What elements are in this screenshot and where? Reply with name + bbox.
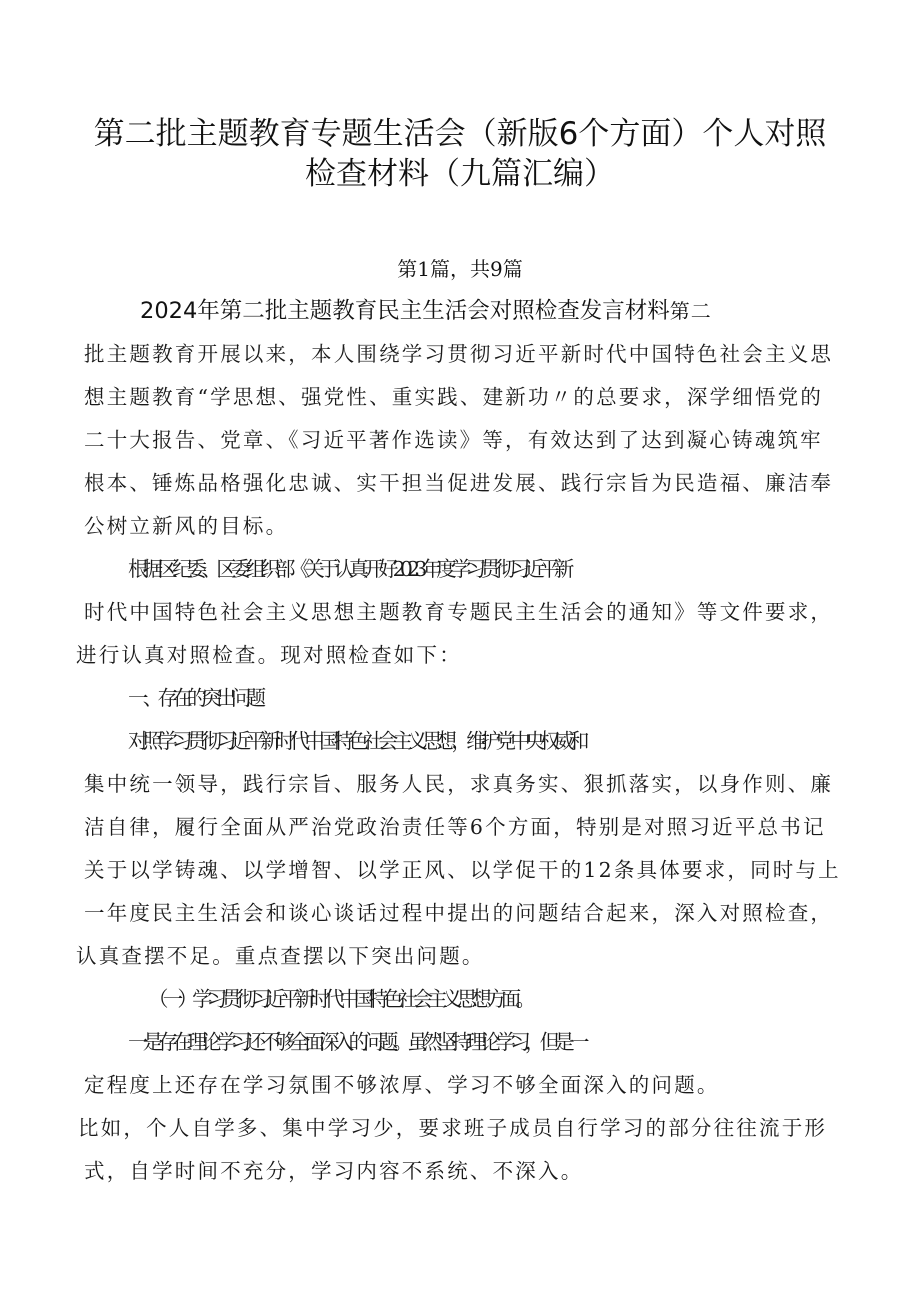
body-line: 进行认真对照检查。现对照检查如下： bbox=[76, 643, 462, 667]
body-line: 定程度上还存在学习氛围不够浓厚、学习不够全面深入的问题。 bbox=[84, 1073, 720, 1097]
body-line: 一年度民主生活会和谈心谈话过程中提出的问题结合起来，深入对照检查， bbox=[84, 901, 834, 925]
section-heading bbox=[140, 296, 712, 326]
document-title-line-1: 第二批主题教育专题生活会（新版6个方面）个人对照 bbox=[93, 116, 827, 152]
body-line: 集中统一领导，践行宗旨、服务人民，求真务实、狠抓落实，以身作则、廉 bbox=[84, 772, 834, 796]
body-line: 批主题教育开展以来，本人围绕学习贯彻习近平新时代中国特色社会主义思 bbox=[84, 342, 834, 366]
body-line: 二十大报告、党章、《习近平著作选读》等，有效达到了达到凝心铸魂筑牢 bbox=[84, 428, 823, 452]
body-line: 关于以学铸魂、以学增智、以学正风、以学促干的12条具体要求，同时与上 bbox=[84, 858, 841, 882]
body-line: 公树立新风的目标。 bbox=[84, 514, 289, 538]
body-line: 比如，个人自学多、集中学习少，要求班子成员自行学习的部分往往流于形 bbox=[78, 1116, 828, 1140]
body-line: 洁自律，履行全面从严治党政治责任等6个方面，特别是对照习近平总书记 bbox=[84, 815, 826, 839]
body-line: 根据区纪委、区委组织部《关于认真开好2023年度学习贯彻习近平新 bbox=[128, 557, 569, 581]
body-line: 时代中国特色社会主义思想主题教育专题民主生活会的通知》等文件要求， bbox=[84, 600, 834, 624]
section-heading-tail: 第二 bbox=[669, 299, 712, 323]
document-title-line-2: 检查材料（九篇汇编） bbox=[305, 156, 615, 192]
body-line: 对照学习贯彻习近平新时代中国特色社会主义思想，维护党中央权威和 bbox=[128, 729, 584, 753]
subsection-heading: （一）学习贯彻习近平新时代中国特色社会主义思想方面。 bbox=[148, 987, 531, 1011]
part-label: 第1篇，共9篇 bbox=[397, 257, 523, 281]
body-line: 式，自学时间不充分，学习内容不系统、不深入。 bbox=[84, 1159, 584, 1183]
section-heading-title: 2024年第二批主题教育民主生活会对照检查发言材料 bbox=[140, 298, 670, 324]
body-line: 一是存在理论学习还不够全面深入的问题。虽然坚持理论学习，但是一 bbox=[128, 1030, 584, 1054]
body-line: 根本、锤炼品格强化忠诚、实干担当促进发展、践行宗旨为民造福、廉洁奉 bbox=[84, 471, 834, 495]
body-line: 想主题教育“学思想、强党性、重实践、建新功〃的总要求，深学细悟党的 bbox=[84, 385, 824, 409]
body-line: 认真查摆不足。重点查摆以下突出问题。 bbox=[76, 944, 485, 968]
subsection-heading: 一、存在的突出问题 bbox=[128, 686, 261, 710]
